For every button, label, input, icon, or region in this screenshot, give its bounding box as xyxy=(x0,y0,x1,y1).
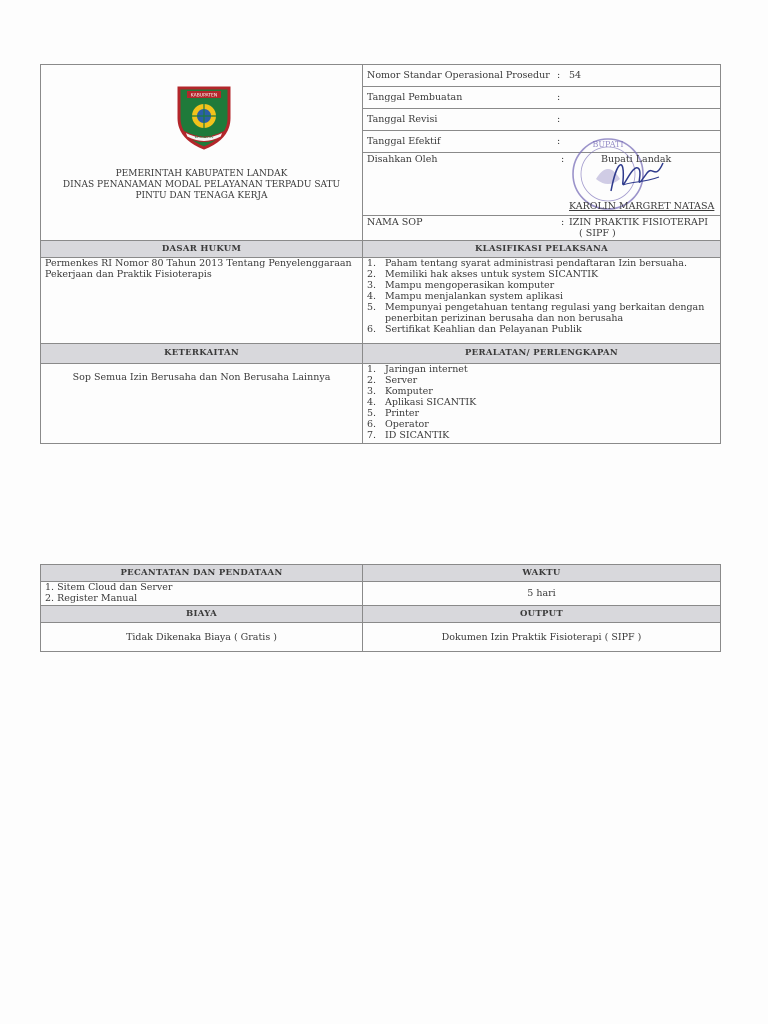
meta-colon: : xyxy=(557,92,561,103)
org-cell xyxy=(41,65,363,241)
org-line-2: DINAS PENANAMAN MODAL PELAYANAN TERPADU SATU xyxy=(62,180,341,190)
meta-label: Tanggal Efektif xyxy=(367,136,441,147)
waktu-heading: WAKTU xyxy=(363,565,721,582)
nama-sop-label: NAMA SOP xyxy=(367,217,423,228)
klasifikasi-item xyxy=(367,258,716,269)
meta-colon: : xyxy=(557,136,561,147)
peralatan-list xyxy=(367,364,716,441)
output-value: Dokumen Izin Praktik Fisioterapi ( SIPF ) xyxy=(363,623,721,652)
org-line-1: PEMERINTAH KABUPATEN LANDAK xyxy=(115,169,288,179)
list-number: 2. xyxy=(367,375,377,386)
peralatan-item xyxy=(367,386,716,397)
list-number: 7. xyxy=(367,430,377,441)
nama-sop-colon: : xyxy=(561,217,565,228)
klasifikasi-item xyxy=(367,291,716,302)
peralatan-item xyxy=(367,419,716,430)
meta-label: Tanggal Pembuatan xyxy=(367,92,463,103)
peralatan-item xyxy=(367,430,716,441)
pencatatan-heading: PECANTATAN DAN PENDATAAN xyxy=(41,565,363,582)
list-text: Paham tentang syarat administrasi pendaftaran Izin bersuaha. xyxy=(385,258,687,269)
meta-colon: : xyxy=(557,114,561,125)
meta-row-tanggal-pembuatan xyxy=(363,87,721,109)
list-number: 2. xyxy=(367,269,377,280)
list-number: 1. xyxy=(367,364,377,375)
signatory-name: KAROLIN MARGRET NATASA xyxy=(569,201,715,212)
dasar-hukum-text: Permenkes RI Nomor 80 Tahun 2013 Tentang Penyelenggaraan Pekerjaan dan Praktik Fisioterapis xyxy=(41,258,363,344)
disahkan-colon: : xyxy=(561,154,565,165)
pencatatan-line-2: 2. Register Manual xyxy=(45,593,138,604)
waktu-value: 5 hari xyxy=(363,582,721,606)
list-text: Mampu menjalankan system aplikasi xyxy=(385,291,564,302)
signatory-title: Bupati Landak xyxy=(601,154,672,165)
klasifikasi-item xyxy=(367,302,716,324)
list-text: ID SICANTIK xyxy=(385,430,450,441)
list-text: Aplikasi SICANTIK xyxy=(385,397,477,408)
meta-colon: : xyxy=(557,70,561,81)
list-number: 5. xyxy=(367,302,377,313)
logo-banner-text: KABUPATEN xyxy=(190,93,218,99)
list-number: 5. xyxy=(367,408,377,419)
klasifikasi-list-cell xyxy=(363,258,721,344)
klasifikasi-item xyxy=(367,269,716,280)
list-number: 4. xyxy=(367,397,377,408)
sop-bottom-table xyxy=(40,564,721,652)
org-line-3: PINTU DAN TENAGA KERJA xyxy=(135,191,268,201)
nama-sop-value-line2: ( SIPF ) xyxy=(579,228,616,239)
pencatatan-cell xyxy=(41,582,363,606)
meta-row-tanggal-revisi xyxy=(363,109,721,131)
list-text: Server xyxy=(385,375,418,386)
sop-header-table xyxy=(40,64,721,444)
klasifikasi-heading: KLASIFIKASI PELAKSANA xyxy=(363,241,721,258)
list-text: Jaringan internet xyxy=(385,364,468,375)
list-number: 3. xyxy=(367,386,377,397)
logo-ribbon-text: LANDAK xyxy=(194,135,214,140)
list-number: 6. xyxy=(367,419,377,430)
list-text: Memiliki hak akses untuk system SICANTIK xyxy=(385,269,599,280)
list-number: 4. xyxy=(367,291,377,302)
meta-label: Nomor Standar Operasional Prosedur xyxy=(367,70,550,81)
biaya-value: Tidak Dikenaka Biaya ( Gratis ) xyxy=(41,623,363,652)
meta-row-nomor xyxy=(363,65,721,87)
dasar-hukum-heading: DASAR HUKUM xyxy=(41,241,363,258)
peralatan-item xyxy=(367,408,716,419)
peralatan-item xyxy=(367,397,716,408)
list-text: Mampu mengoperasikan komputer xyxy=(385,280,555,291)
klasifikasi-item xyxy=(367,280,716,291)
list-number: 1. xyxy=(367,258,377,269)
output-heading: OUTPUT xyxy=(363,606,721,623)
nama-sop-value-line1: IZIN PRAKTIK FISIOTERAPI xyxy=(569,217,708,228)
landak-regency-logo xyxy=(175,82,233,150)
keterkaitan-text: Sop Semua Izin Berusaha dan Non Berusaha Lainnya xyxy=(41,364,363,444)
disahkan-label: Disahkan Oleh xyxy=(367,154,438,165)
peralatan-heading: PERALATAN/ PERLENGKAPAN xyxy=(363,344,721,364)
list-text: Mempunyai pengetahuan tentang regulasi yang berkaitan dengan penerbitan perizinan berusaha dan non berusaha xyxy=(385,302,705,324)
meta-row-tanggal-efektif xyxy=(363,131,721,153)
peralatan-item xyxy=(367,375,716,386)
list-text: Printer xyxy=(385,408,420,419)
pencatatan-line-1: 1. Sitem Cloud dan Server xyxy=(45,582,173,593)
meta-value: 54 xyxy=(569,70,582,81)
list-text: Komputer xyxy=(385,386,433,397)
list-text: Sertifikat Keahlian dan Pelayanan Publik xyxy=(385,324,582,335)
meta-label: Tanggal Revisi xyxy=(367,114,438,125)
keterkaitan-heading: KETERKAITAN xyxy=(41,344,363,364)
klasifikasi-list xyxy=(367,258,716,335)
nama-sop-row xyxy=(363,216,721,241)
stamp-text: BUPATI xyxy=(592,140,624,149)
biaya-heading: BIAYA xyxy=(41,606,363,623)
peralatan-list-cell xyxy=(363,364,721,444)
list-text: Operator xyxy=(385,419,429,430)
peralatan-item xyxy=(367,364,716,375)
list-number: 6. xyxy=(367,324,377,335)
klasifikasi-item xyxy=(367,324,716,335)
list-number: 3. xyxy=(367,280,377,291)
